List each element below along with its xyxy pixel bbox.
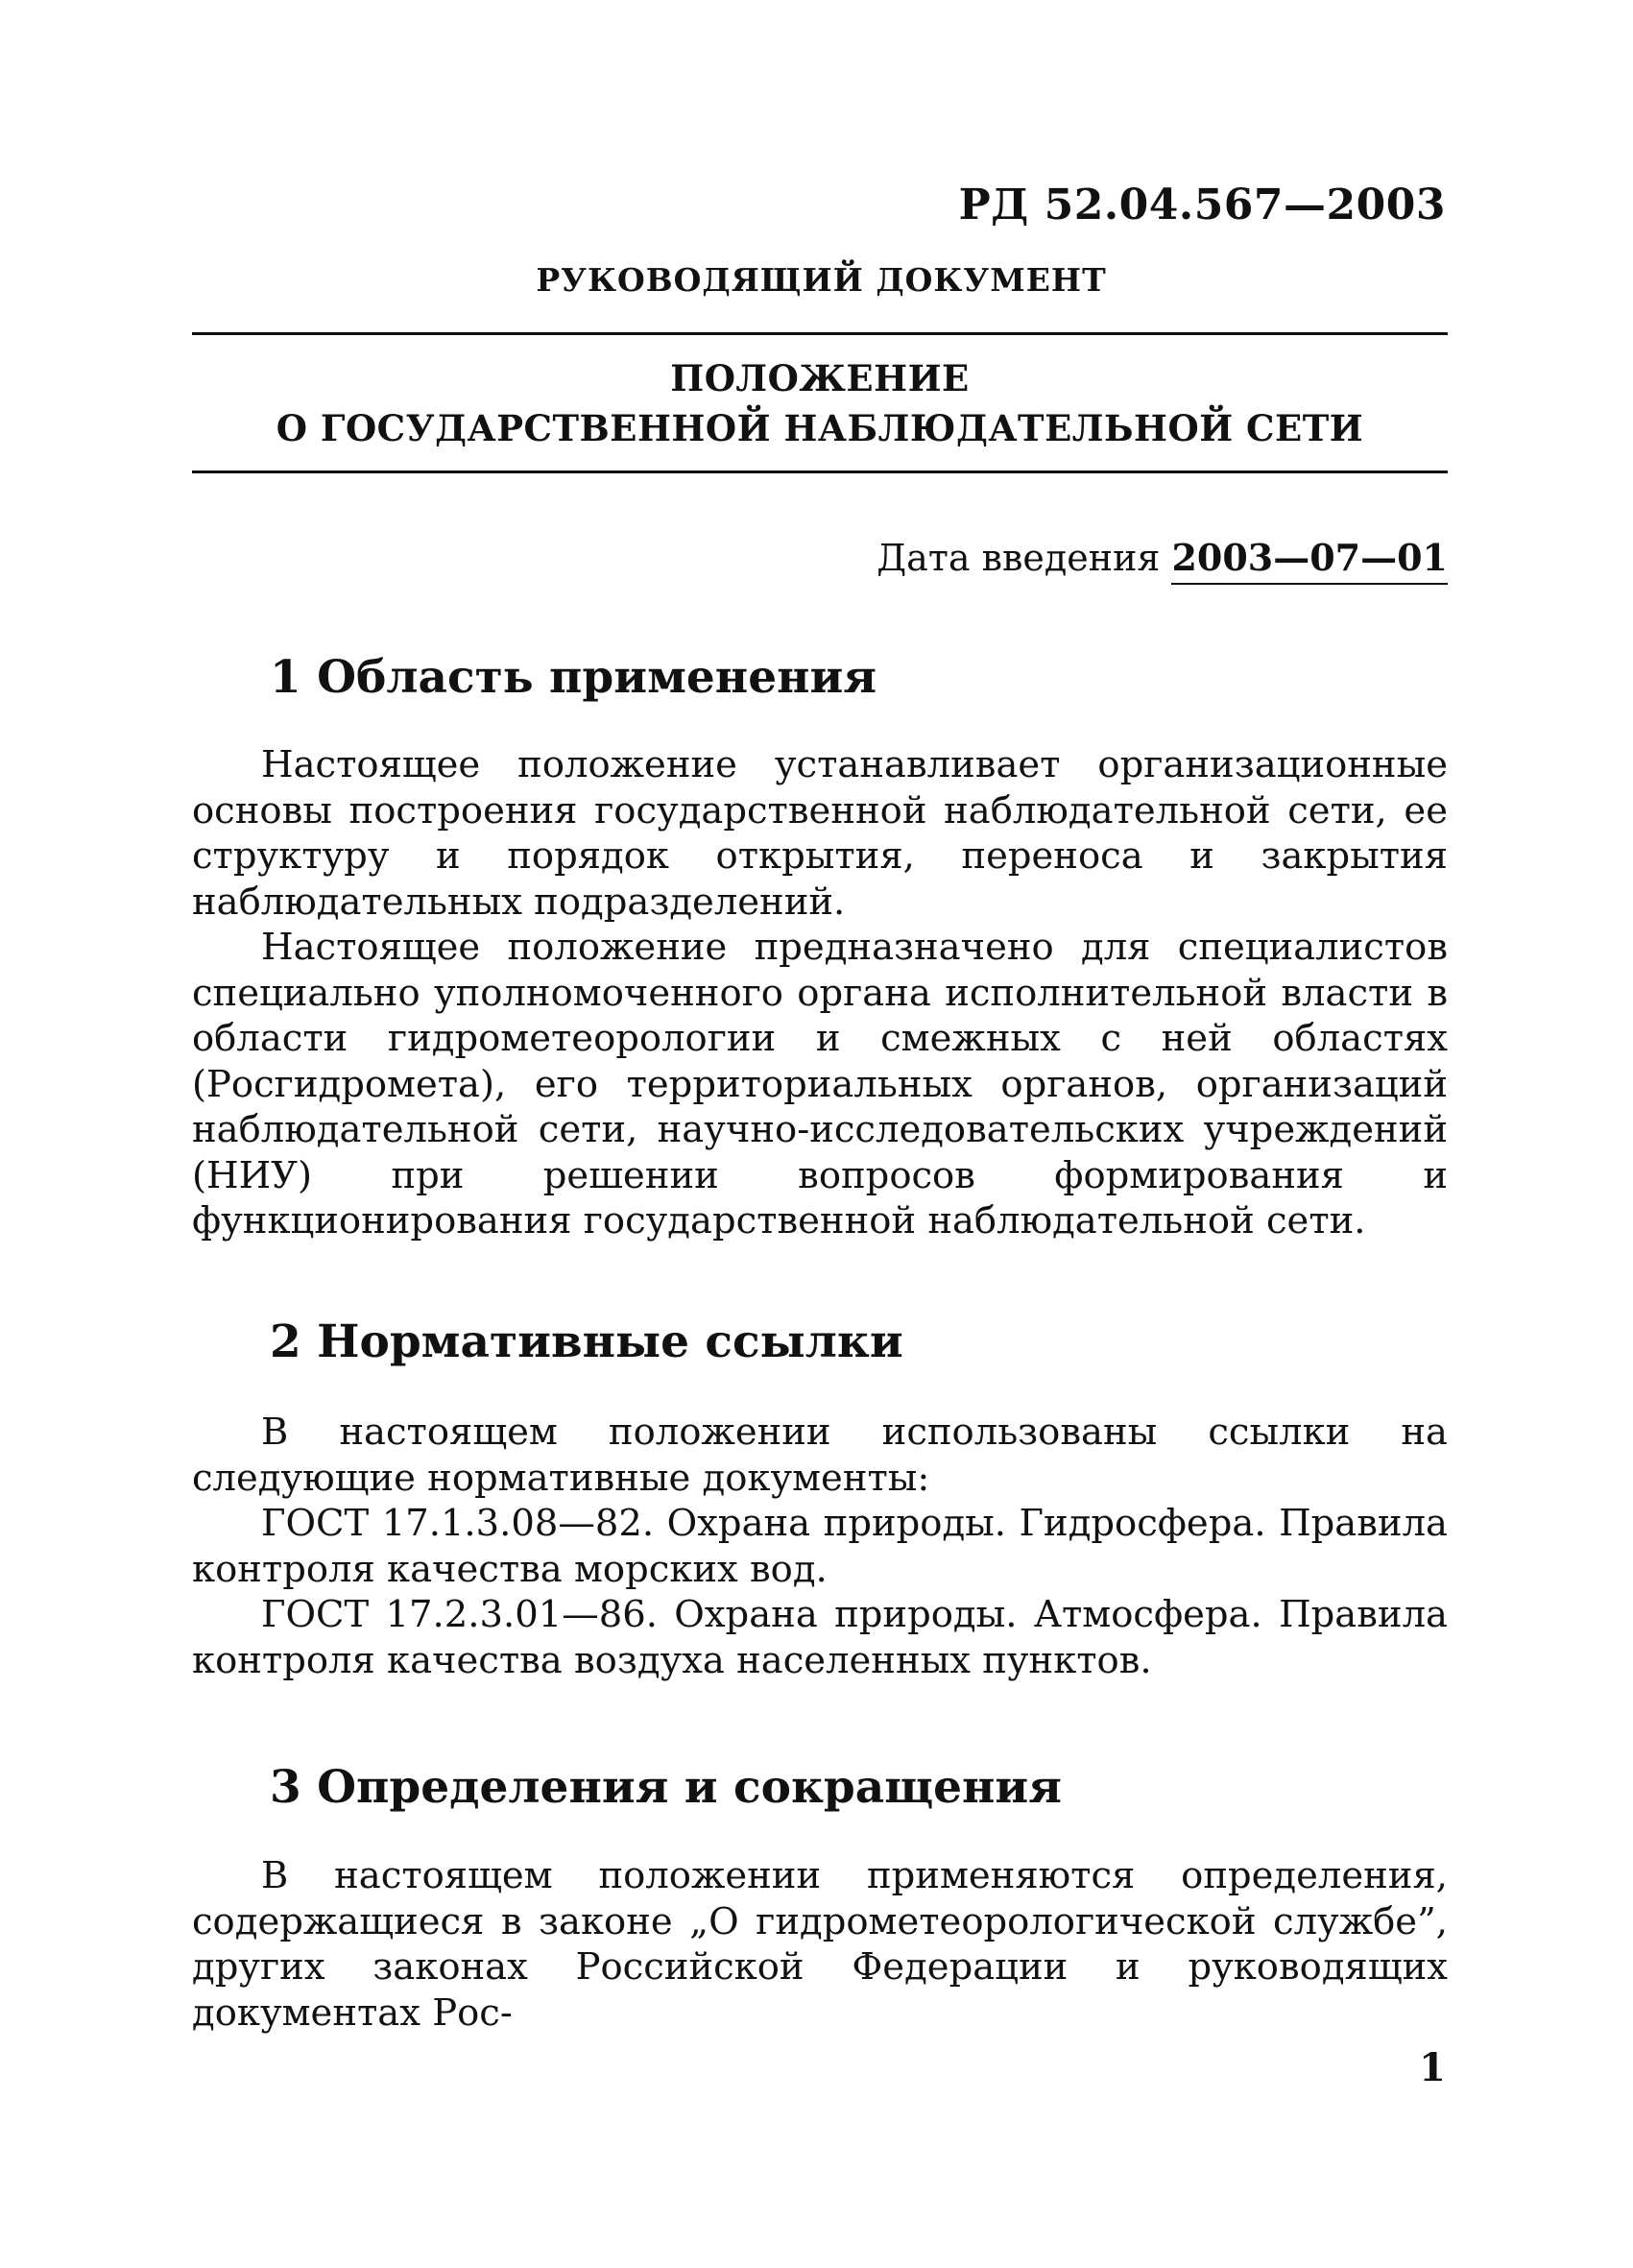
section-1-heading: 1 Область применения: [270, 651, 877, 704]
section-3-body: [192, 1853, 1448, 2036]
section-2-body: [192, 1410, 1448, 1683]
paragraph: Настоящее положение предназначено для специалистов специально уполномоченного органа исполнительной власти в области гидрометеорологии и смежных с ней областях (Росгидромета), его территориальных органов, организаций наблюдательной сети, научно-исследовательских учреждений (НИУ) при решении вопросов формирования и функционирования государственной наблюдательной сети.: [192, 926, 1448, 1243]
title-line-2: О ГОСУДАРСТВЕННОЙ НАБЛЮДАТЕЛЬНОЙ СЕТИ: [276, 407, 1364, 449]
paragraph: Настоящее положение устанавливает организационные основы построения государственной наблюдательной сети, ее структуру и порядок открытия, переноса и закрытия наблюдательных подразделений.: [192, 743, 1448, 924]
document-number: РД 52.04.567—2003: [958, 181, 1446, 229]
page-number: 1: [1419, 2045, 1446, 2090]
effective-date: [877, 536, 1448, 585]
paragraph: ГОСТ 17.2.3.01—86. Охрана природы. Атмосфера. Правила контроля качества воздуха населенных пунктов.: [192, 1593, 1448, 1682]
effective-date-value: 2003—07—01: [1171, 536, 1448, 585]
document-title: [192, 353, 1448, 453]
paragraph: В настоящем положении использованы ссылки на следующие нормативные документы:: [192, 1411, 1448, 1500]
document-type: РУКОВОДЯЩИЙ ДОКУМЕНТ: [536, 261, 1107, 299]
section-2-heading: 2 Нормативные ссылки: [270, 1315, 903, 1368]
paragraph: ГОСТ 17.1.3.08—82. Охрана природы. Гидросфера. Правила контроля качества морских вод.: [192, 1502, 1448, 1591]
title-line-1: ПОЛОЖЕНИЕ: [670, 357, 970, 399]
title-top-rule: [192, 332, 1448, 335]
paragraph: В настоящем положении применяются определения, содержащиеся в законе „О гидрометеорологической службе”, других законах Российской Федерации и руководящих документах Рос-: [192, 1854, 1448, 2035]
title-bottom-rule: [192, 470, 1448, 473]
section-3-heading: 3 Определения и сокращения: [270, 1761, 1062, 1814]
section-1-body: [192, 742, 1448, 1244]
effective-date-label: Дата введения: [877, 537, 1161, 579]
